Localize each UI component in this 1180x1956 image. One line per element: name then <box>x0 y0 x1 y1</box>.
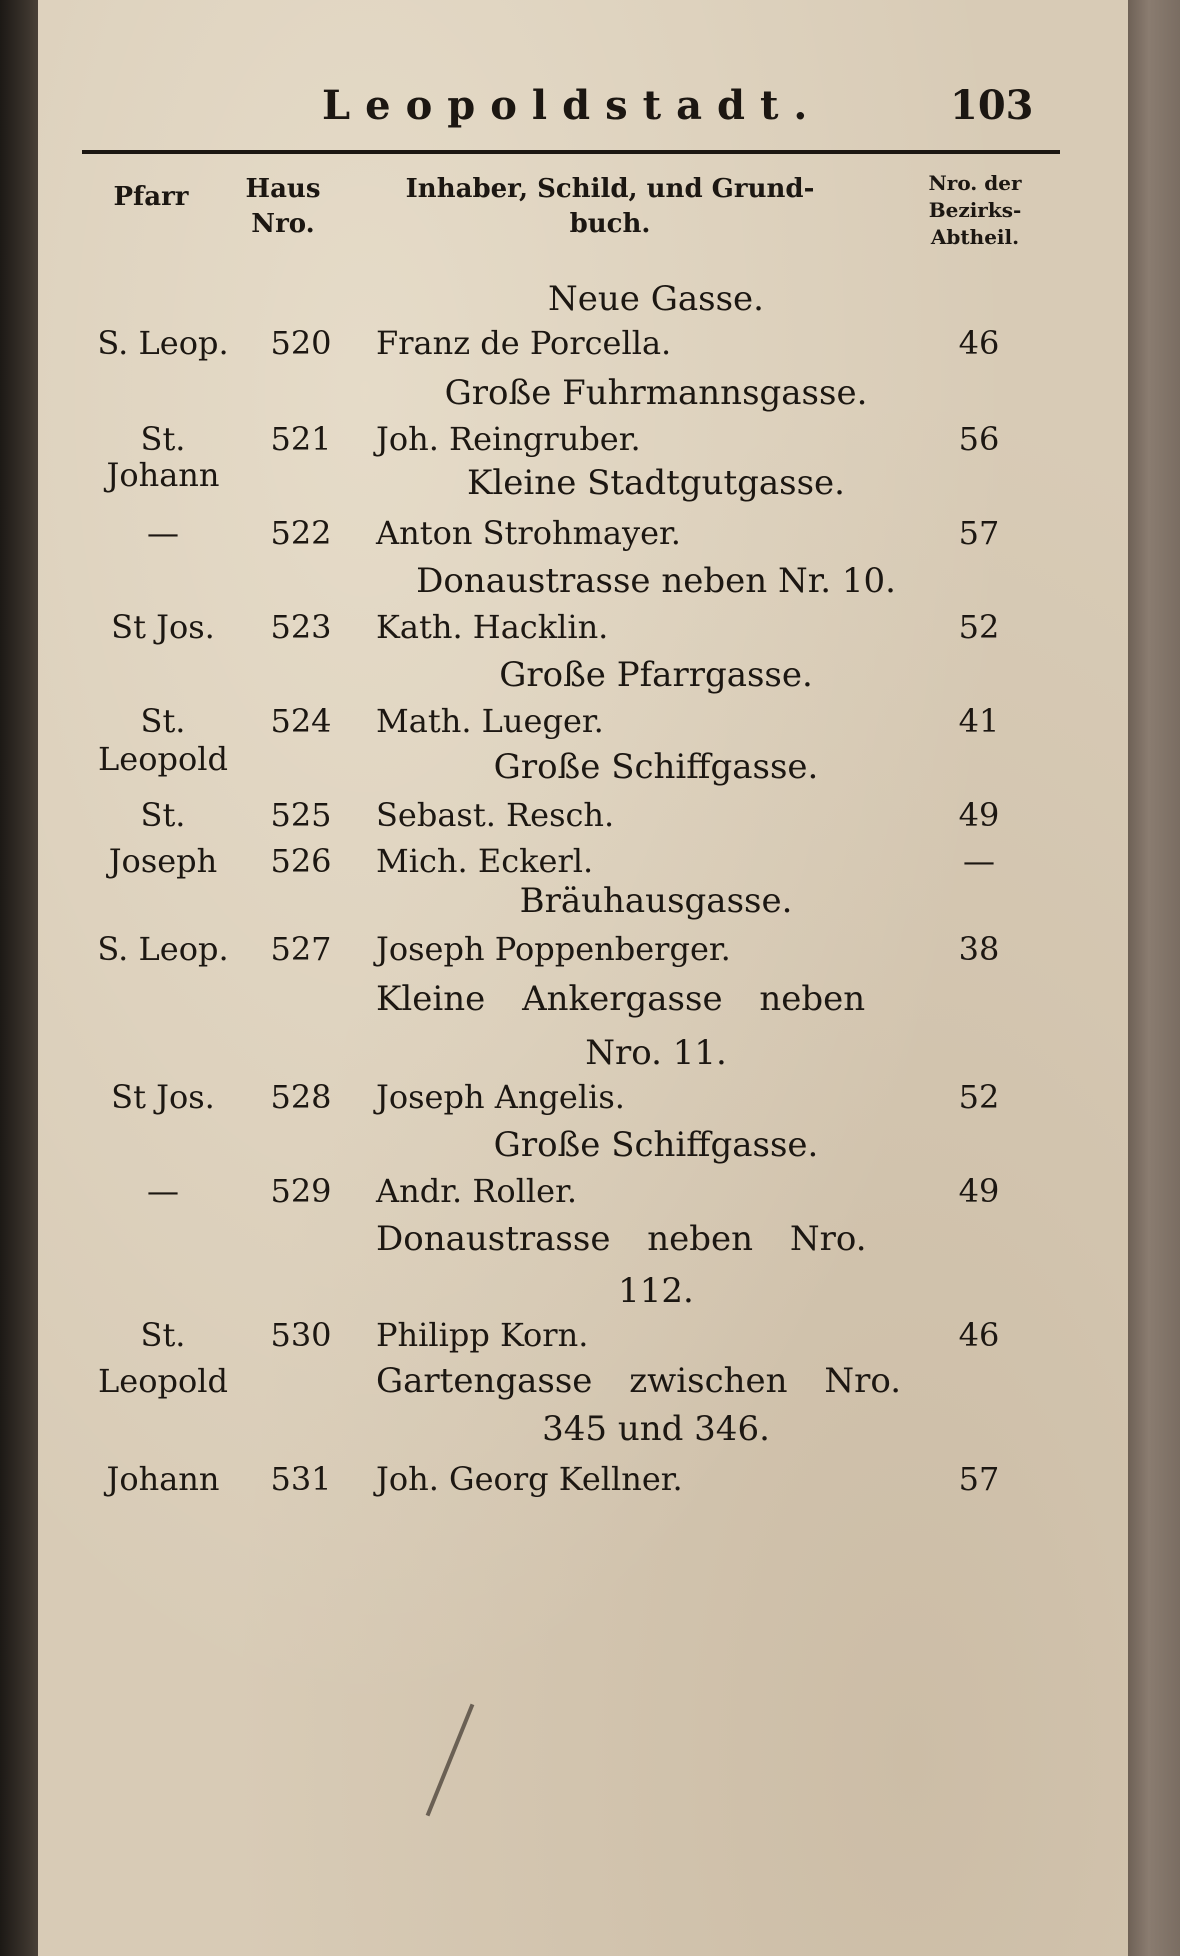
house-number-cell: 528 <box>270 1078 332 1116</box>
street-heading-continuation: 112. <box>618 1271 694 1311</box>
district-ref-cell: 49 <box>958 1172 1000 1210</box>
parish-cell: S. Leop. <box>97 930 229 968</box>
table-row <box>38 510 1128 556</box>
column-header-haus-nro: Haus Nro. <box>245 174 321 240</box>
pencil-stroke-mark <box>426 1704 475 1817</box>
table-row <box>38 926 1128 972</box>
street-heading: Große Fuhrmannsgasse. <box>444 373 868 413</box>
house-number-cell: 530 <box>270 1316 332 1354</box>
district-ref-cell: 57 <box>958 514 1000 552</box>
house-number-cell: 531 <box>270 1460 332 1498</box>
street-heading-continuation: Nro. 11. <box>585 1033 727 1073</box>
table-row <box>38 1168 1128 1214</box>
table-row <box>38 1074 1128 1120</box>
owner-cell: Kath. Hacklin. <box>376 608 609 646</box>
house-number-cell: 522 <box>270 514 332 552</box>
table-row <box>38 792 1128 838</box>
district-ref-cell: 52 <box>958 1078 1000 1116</box>
parish-cell: St. <box>140 420 186 458</box>
district-ref-cell: 49 <box>958 796 1000 834</box>
house-number-cell: 527 <box>270 930 332 968</box>
parish-cell: — <box>147 514 179 552</box>
district-ref-cell: — <box>963 842 995 880</box>
parish-cell: St. <box>140 1316 186 1354</box>
running-title: Leopoldstadt. <box>322 82 823 129</box>
parish-cell: Joseph <box>108 842 218 880</box>
house-number-cell: 524 <box>270 702 332 740</box>
street-heading: Gartengasse zwischen Nro. <box>376 1361 902 1401</box>
street-heading: Neue Gasse. <box>548 279 764 319</box>
table-row <box>38 320 1128 366</box>
house-number-cell: 526 <box>270 842 332 880</box>
street-heading: Kleine Stadtgutgasse. <box>467 463 845 503</box>
table-row <box>38 604 1128 650</box>
header-rule <box>82 150 1060 154</box>
page-number: 103 <box>950 82 1034 129</box>
owner-cell: Philipp Korn. <box>376 1316 589 1354</box>
owner-cell: Mich. Eckerl. <box>376 842 594 880</box>
owner-cell: Joh. Georg Kellner. <box>376 1460 683 1498</box>
owner-cell: Math. Lueger. <box>376 702 604 740</box>
house-number-cell: 523 <box>270 608 332 646</box>
district-ref-cell: 38 <box>958 930 1000 968</box>
house-number-cell: 525 <box>270 796 332 834</box>
street-heading: Große Schiffgasse. <box>493 747 819 787</box>
district-ref-cell: 56 <box>958 420 1000 458</box>
street-heading: Donaustrasse neben Nro. <box>376 1219 867 1259</box>
parish-cell: — <box>147 1172 179 1210</box>
district-ref-cell: 41 <box>958 702 1000 740</box>
parish-continuation: Leopold <box>98 740 228 778</box>
street-heading-continuation: 345 und 346. <box>542 1409 770 1449</box>
street-heading: Kleine Ankergasse neben <box>376 979 866 1019</box>
book-page <box>38 0 1128 1956</box>
table-row <box>38 1456 1128 1502</box>
street-heading: Donaustrasse neben Nr. 10. <box>416 561 896 601</box>
house-number-cell: 520 <box>270 324 332 362</box>
owner-cell: Joseph Angelis. <box>376 1078 625 1116</box>
column-header-pfarr: Pfarr <box>113 182 189 212</box>
house-number-cell: 521 <box>270 420 332 458</box>
parish-continuation: Johann <box>106 456 220 494</box>
district-ref-cell: 46 <box>958 324 1000 362</box>
parish-cell: St Jos. <box>111 1078 215 1116</box>
owner-cell: Joh. Reingruber. <box>376 420 641 458</box>
table-row <box>38 1312 1128 1358</box>
page-stack-edge <box>1128 0 1180 1956</box>
owner-cell: Joseph Poppenberger. <box>376 930 731 968</box>
parish-cell: Johann <box>106 1460 220 1498</box>
column-header-nro-bezirk: Nro. der Bezirks- Abtheil. <box>928 171 1022 249</box>
owner-cell: Sebast. Resch. <box>376 796 615 834</box>
owner-cell: Franz de Porcella. <box>376 324 672 362</box>
column-header-inhaber: Inhaber, Schild, und Grund- buch. <box>405 174 815 240</box>
street-heading: Große Schiffgasse. <box>493 1125 819 1165</box>
parish-continuation: Leopold <box>98 1362 228 1400</box>
parish-cell: St. <box>140 702 186 740</box>
owner-cell: Anton Strohmayer. <box>376 514 681 552</box>
parish-cell: S. Leop. <box>97 324 229 362</box>
street-heading: Bräuhausgasse. <box>519 881 793 921</box>
street-heading: Große Pfarrgasse. <box>499 655 813 695</box>
parish-cell: St. <box>140 796 186 834</box>
house-number-cell: 529 <box>270 1172 332 1210</box>
district-ref-cell: 57 <box>958 1460 1000 1498</box>
parish-cell: St Jos. <box>111 608 215 646</box>
district-ref-cell: 46 <box>958 1316 1000 1354</box>
owner-cell: Andr. Roller. <box>376 1172 578 1210</box>
book-binding-shadow <box>0 0 38 1956</box>
district-ref-cell: 52 <box>958 608 1000 646</box>
